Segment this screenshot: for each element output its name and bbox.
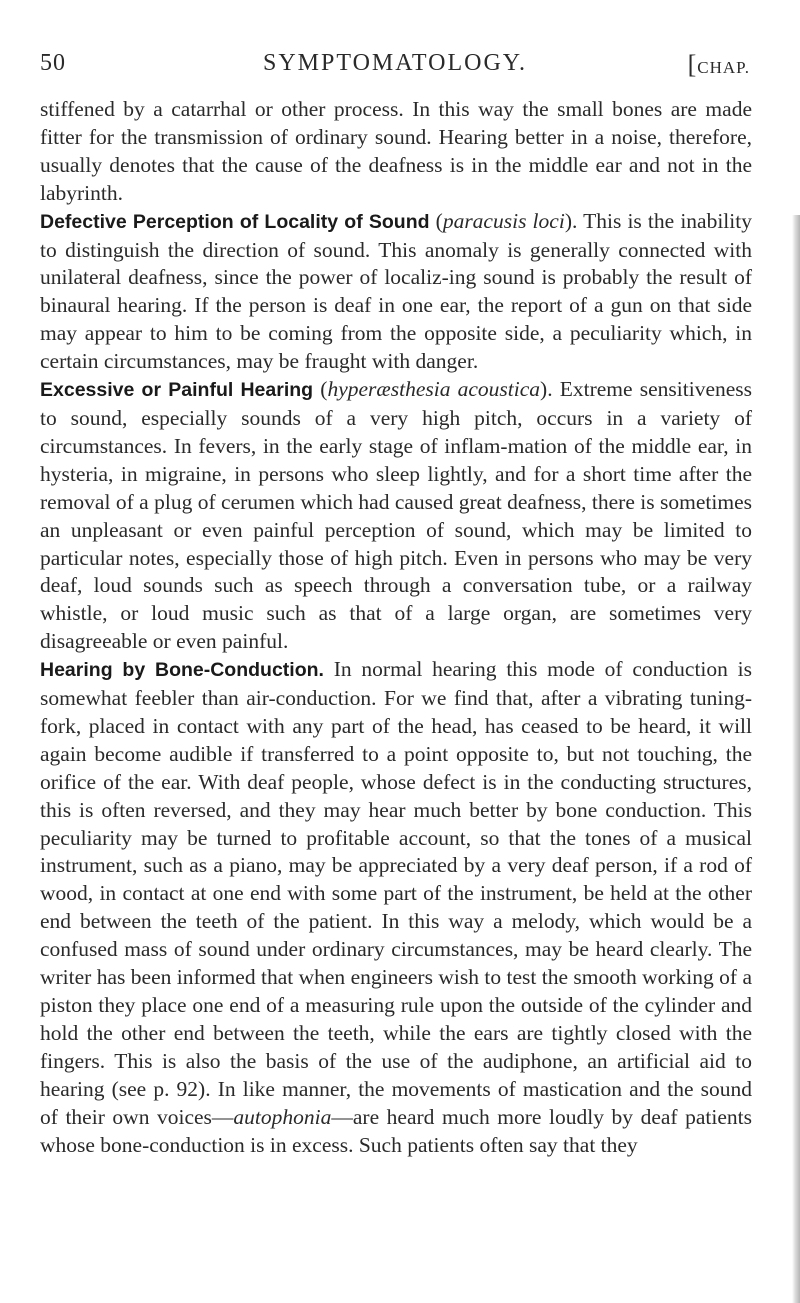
paragraph-text: stiffened by a catarrhal or other process. In this way the small bones are made fitter for the transmission of ordinary sound. Hearing better in a noise, therefore, usually denotes that the cause of the deafness is in the middle ear and not in the labyrinth. xyxy=(40,97,752,205)
body-text xyxy=(40,96,752,1159)
chapter-text: CHAP. xyxy=(697,58,750,77)
latin-term: paracusis loci xyxy=(442,208,565,233)
section-heading: Hearing by Bone-Conduction. xyxy=(40,659,324,682)
paragraph-text: Extreme sensitiveness to sound, especially sounds of a very high pitch, occurs in a variety of circumstances. In fevers, in the early stage of inflam-mation of the middle ear, in hysteria, in migraine, in persons who sleep lightly, and for a short time after the removal of a plug of cerumen which had caused great deafness, there is sometimes an unpleasant or even painful perception of sound, which may be limited to particular notes, especially those of high pitch. Even in persons who may be very deaf, loud sounds such as speech through a conversation tube, or a railway whistle, or loud music such as that of a large organ, are sometimes very disagreeable or even painful. xyxy=(40,377,753,654)
running-title: SYMPTOMATOLOGY. xyxy=(262,50,528,76)
paragraph-bone-conduction xyxy=(40,656,752,1159)
section-heading: Excessive or Painful Hearing xyxy=(40,379,314,402)
section-heading: Defective Perception of Locality of Sound xyxy=(40,210,430,233)
latin-term: hyperæsthesia acoustica xyxy=(327,377,541,402)
paragraph-continuation xyxy=(40,96,752,208)
chapter-label xyxy=(688,50,750,80)
page-edge-shadow xyxy=(792,215,800,1303)
paragraph-text: In normal hearing this mode of conduction is somewhat feebler than air-conduction. For we find that, after a vibrating tuning-fork, placed in contact with any part of the head, has ceased to be heard, it will again become audible if transferred to a point opposite to, but not touching, the orifice of the ear. With deaf people, whose defect is in the conducting structures, this is often reversed, and they may hear much better by bone conduction. This peculiarity may be turned to profitable account, so that the tones of a musical instrument, such as a piano, may be appreciated by a very deaf person, if a rod of wood, in contact at one end with some part of the instrument, be held at the other end between the teeth of the patient. In this way a melody, which would be a confused mass of sound under ordinary circumstances, may be heard clearly. The writer has been informed that when engineers wish to test the smooth working of a piston they place one end of a measuring rule upon the outside of the cylinder and hold the other end between the teeth, while the ears are tightly closed with the fingers. This is also the basis of the use of the audiphone, an artificial aid to hearing (see p. 92). In like manner, the movements of mastication and the sound of their own voices— xyxy=(40,657,753,1129)
page-number: 50 xyxy=(40,50,66,76)
paragraph-text-continued: —are heard much more loudly by deaf patients whose bone-conduction is in excess. Such patients often say that they xyxy=(40,1104,752,1157)
page-header xyxy=(40,50,750,84)
chapter-bracket: [ xyxy=(687,50,698,79)
paragraph-painful-hearing: Excessive or Painful Hearing (hyperæsthesia acoustica). Extreme sensitiveness to sound, especially sounds of a very high pitch, occurs in a variety of circumstances. In fevers, in the early stage of inflam-mation of the middle ear, in hysteria, in migraine, in persons who sleep lightly, and for a short time after the removal of a plug of cerumen which had caused great deafness, there is sometimes an unpleasant or even painful perception of sound, which may be limited to particular notes, especially those of high pitch. Even in persons who may be very deaf, loud sounds such as speech through a conversation tube, or a railway whistle, or loud music such as that of a large organ, are sometimes very disagreeable or even painful. xyxy=(40,377,753,654)
latin-term: autophonia xyxy=(233,1104,332,1129)
paragraph-text: This is the inability to distinguish the direction of sound. This anomaly is generally connected with unilateral deafness, since the power of localiz-ing sound is probably the result of binaural hearing. If the person is deaf in one ear, the report of a gun on that side may appear to him to be coming from the opposite side, a peculiarity which, in certain circumstances, may be fraught with danger. xyxy=(40,208,752,374)
paragraph-locality-of-sound: Defective Perception of Locality of Sound (paracusis loci). This is the inability to distinguish the direction of sound. This anomaly is generally connected with unilateral deafness, since the power of localiz-ing sound is probably the result of binaural hearing. If the person is deaf in one ear, the report of a gun on that side may appear to him to be coming from the opposite side, a peculiarity which, in certain circumstances, may be fraught with danger. xyxy=(40,208,752,374)
